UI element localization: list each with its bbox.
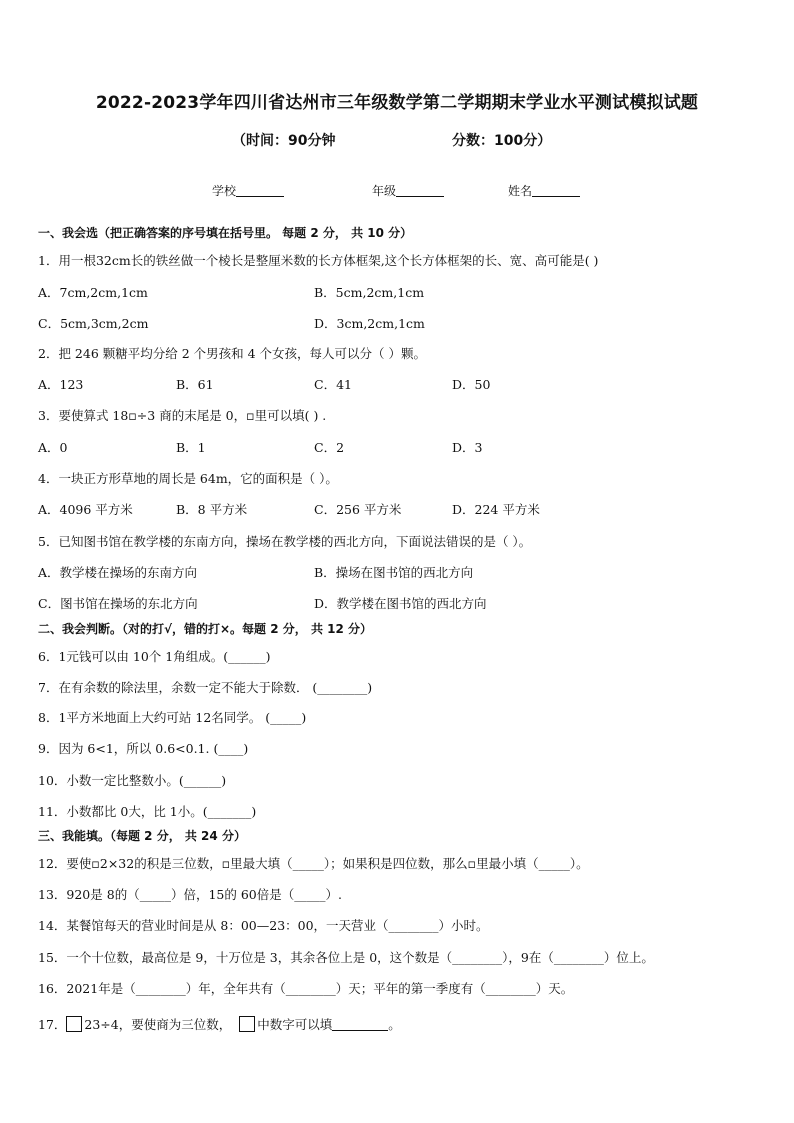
q3-option-c: C．2 [314, 440, 345, 455]
question-10: 10．小数一定比整数小。(______) [38, 773, 227, 788]
q2-option-b: B．61 [176, 377, 214, 392]
grade-field[interactable] [372, 182, 444, 199]
section-heading-2: 二、我会判断。（对的打√，错的打×。每题 2 分， 共 12 分） [38, 622, 372, 636]
question-13: 13．920是 8的（_____）倍，15的 60倍是（_____）. [38, 887, 342, 902]
school-blank[interactable] [236, 184, 284, 197]
q2-option-a: A．123 [38, 377, 84, 392]
q17-box-2[interactable] [239, 1016, 255, 1032]
question-14: 14．某餐馆每天的营业时间是从 8：00—23：00，一天营业（________）小时。 [38, 918, 489, 933]
q17-number: 17． [38, 1017, 67, 1032]
q17-end: 。 [388, 1017, 401, 1032]
q4-option-b: B．8 平方米 [176, 502, 248, 517]
q2-option-d: D．50 [452, 377, 491, 392]
q5-option-b: B．操场在图书馆的西北方向 [314, 565, 474, 580]
q3-option-a: A．0 [38, 440, 68, 455]
question-11: 11．小数都比 0大，比 1小。(_______) [38, 804, 257, 819]
q4-option-c: C．256 平方米 [314, 502, 402, 517]
q4-option-d: D．224 平方米 [452, 502, 540, 517]
q4-option-a: A．4096 平方米 [38, 502, 133, 517]
question-15: 15．一个十位数，最高位是 9，十万位是 3，其余各位上是 0，这个数是（________），9在（________）位上。 [38, 950, 654, 965]
q1-option-c: C．5cm,3cm,2cm [38, 316, 149, 331]
name-blank[interactable] [532, 184, 580, 197]
section-heading-1: 一、我会选（把正确答案的序号填在括号里。 每题 2 分， 共 10 分） [38, 226, 413, 240]
q1-option-a: A．7cm,2cm,1cm [38, 285, 148, 300]
q17-text-2: 中数字可以填 [257, 1017, 333, 1032]
question-12: 12．要使▫2×32的积是三位数，▫里最大填（_____）；如果积是四位数，那么▫里最小填（_____）。 [38, 856, 589, 871]
q3-option-d: D．3 [452, 440, 483, 455]
q1-option-d: D．3cm,2cm,1cm [314, 316, 425, 331]
name-field[interactable] [508, 182, 580, 199]
question-6: 6．1元钱可以由 10个 1角组成。(______) [38, 649, 271, 664]
question-7: 7．在有余数的除法里，余数一定不能大于除数． (________) [38, 680, 373, 695]
q5-option-a: A．教学楼在操场的东南方向 [38, 565, 198, 580]
question-9: 9．因为 6<1，所以 0.6<0.1. (____) [38, 741, 249, 756]
q5-option-d: D．教学楼在图书馆的西北方向 [314, 596, 487, 611]
question-17 [38, 1015, 401, 1033]
q17-answer-blank[interactable] [332, 1018, 388, 1031]
school-label: 学校 [212, 184, 237, 198]
q2-option-c: C．41 [314, 377, 352, 392]
q1-option-b: B．5cm,2cm,1cm [314, 285, 425, 300]
question-2: 2．把 246 颗糖平均分给 2 个男孩和 4 个女孩，每人可以分（ ）颗。 [38, 346, 427, 361]
name-label: 姓名 [508, 184, 533, 198]
question-16: 16．2021年是（________）年，全年共有（________）天；平年的第一季度有（________）天。 [38, 981, 574, 996]
question-4: 4．一块正方形草地的周长是 64m，它的面积是（ ）。 [38, 471, 338, 486]
q5-option-c: C．图书馆在操场的东北方向 [38, 596, 198, 611]
question-5: 5．已知图书馆在教学楼的东南方向，操场在教学楼的西北方向，下面说法错误的是（ ）。 [38, 534, 532, 549]
score-label: 分数：100分） [452, 133, 552, 149]
q3-option-b: B．1 [176, 440, 206, 455]
question-3: 3．要使算式 18▫÷3 商的末尾是 0，▫里可以填( ) . [38, 408, 327, 423]
section-heading-3: 三、我能填。（每题 2 分， 共 24 分） [38, 829, 246, 843]
school-field[interactable] [212, 182, 284, 199]
q17-text-1: 23÷4，要使商为三位数， [84, 1017, 232, 1032]
grade-blank[interactable] [396, 184, 444, 197]
question-1: 1．用一根32cm长的铁丝做一个棱长是整厘米数的长方体框架,这个长方体框架的长、宽、高可能是( ) [38, 253, 599, 268]
question-8: 8．1平方米地面上大约可站 12名同学。 (_____) [38, 710, 307, 725]
q17-box-1[interactable] [66, 1016, 82, 1032]
grade-label: 年级 [372, 184, 397, 198]
page-title: 2022-2023学年四川省达州市三年级数学第二学期期末学业水平测试模拟试题 [95, 93, 699, 113]
time-label: （时间：90分钟 [232, 133, 336, 149]
